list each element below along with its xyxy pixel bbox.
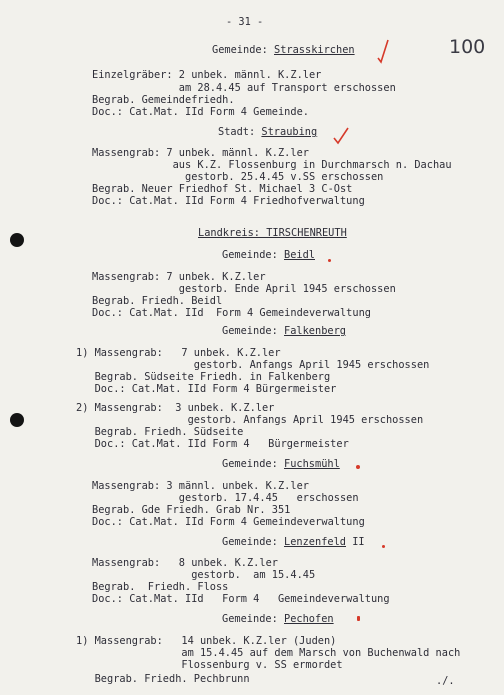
heading-name: Pechofen (284, 613, 334, 625)
continuation-mark: ./. (436, 675, 455, 687)
entry-line: 1) Massengrab: 14 unbek. K.Z.ler (Juden) (76, 635, 337, 647)
heading-label: Gemeinde: (222, 325, 278, 337)
entry-line: Doc.: Cat.Mat. IId Form 4 Bürgermeister (76, 438, 349, 450)
entry-line: Doc.: Cat.Mat. IId Form 4 Gemeindeverwaltung (92, 593, 390, 605)
entry-line: Doc.: Cat.Mat. IId Form 4 Gemeinde. (92, 106, 309, 118)
entry-line: Begrab. Gde Friedh. Grab Nr. 351 (92, 504, 291, 516)
heading-label: Gemeinde: (222, 613, 278, 625)
entry-line: aus K.Z. Flossenburg in Durchmarsch n. Dachau (92, 159, 452, 171)
entry-line: gestorb. Ende April 1945 erschossen (92, 283, 396, 295)
heading-suffix: II (352, 536, 365, 548)
entry-line: Doc.: Cat.Mat. IId Form 4 Gemeindeverwaltung (92, 307, 371, 319)
punch-hole (10, 413, 24, 427)
entry-line: Begrab. Friedh. Beidl (92, 295, 223, 307)
entry-line: Begrab. Gemeindefriedh. (92, 94, 235, 106)
entry-line: 2) Massengrab: 3 unbek. K.Z.ler (76, 402, 275, 414)
heading-name: Falkenberg (284, 325, 346, 337)
heading-name: Fuchsmühl (284, 458, 340, 470)
sheet-number: 100 (449, 36, 486, 58)
entry-line: gestorb. am 15.4.45 (92, 569, 316, 581)
entry-line: Doc.: Cat.Mat. IId Form 4 Friedhofverwaltung (92, 195, 365, 207)
heading-name: Straubing (261, 126, 318, 138)
heading-label: Gemeinde: (222, 458, 278, 470)
section-heading-strasskirchen (212, 44, 355, 56)
entry-line: Massengrab: 3 männl. unbek. K.Z.ler (92, 480, 309, 492)
entry-line: Massengrab: 7 unbek. K.Z.ler (92, 271, 266, 283)
section-heading-fuchsmuhl (222, 458, 340, 470)
heading-label: Gemeinde: (222, 536, 278, 548)
red-check-mark (376, 38, 390, 64)
section-heading-falkenberg (222, 325, 346, 337)
entry-line: gestorb. 25.4.45 v.SS erschossen (92, 171, 384, 183)
heading-name: Beidl (284, 249, 315, 261)
section-heading-pechofen (222, 613, 334, 625)
punch-hole (10, 233, 24, 247)
heading-name: Strasskirchen (274, 44, 355, 56)
red-mark (357, 616, 360, 621)
page-marker: - 31 - (226, 16, 264, 28)
heading-label: Gemeinde: (222, 249, 278, 261)
entry-line: Flossenburg v. SS ermordet (76, 659, 343, 671)
heading-label: Gemeinde: (212, 44, 268, 56)
district-heading: Landkreis: TIRSCHENREUTH (198, 227, 347, 239)
entry-line: Massengrab: 8 unbek. K.Z.ler (92, 557, 278, 569)
red-check-mark (332, 126, 350, 146)
entry-line: gestorb. Anfangs April 1945 erschossen (76, 359, 430, 371)
entry-line: Begrab. Neuer Friedhof St. Michael 3 C-Ost (92, 183, 353, 195)
entry-line: Begrab. Südseite Friedh. in Falkenberg (76, 371, 331, 383)
section-heading-beidl (222, 249, 315, 261)
red-mark (328, 259, 331, 262)
red-mark (356, 465, 360, 469)
section-heading-straubing (218, 126, 317, 138)
entry-line: gestorb. 17.4.45 erschossen (92, 492, 359, 504)
entry-line: Doc.: Cat.Mat. IId Form 4 Bürgermeister (76, 383, 337, 395)
entry-line: Begrab. Friedh. Pechbrunn (76, 673, 250, 685)
heading-label: Stadt: (218, 126, 256, 138)
entry-line: Massengrab: 7 unbek. männl. K.Z.ler (92, 147, 309, 159)
entry-line: am 28.4.45 auf Transport erschossen (92, 82, 396, 94)
entry-line: am 15.4.45 auf dem Marsch von Buchenwald nach (76, 647, 461, 659)
heading-name: Lenzenfeld (284, 536, 346, 548)
entry-line: Doc.: Cat.Mat. IId Form 4 Gemeindeverwaltung (92, 516, 365, 528)
entry-line: 1) Massengrab: 7 unbek. K.Z.ler (76, 347, 281, 359)
entry-line: Einzelgräber: 2 unbek. männl. K.Z.ler (92, 69, 322, 81)
section-heading-lenzenfeld (222, 536, 365, 548)
entry-line: Begrab. Friedh. Floss (92, 581, 229, 593)
red-mark (382, 545, 385, 548)
entry-line: Begrab. Friedh. Südseite (76, 426, 244, 438)
entry-line: gestorb. Anfangs April 1945 erschossen (76, 414, 424, 426)
